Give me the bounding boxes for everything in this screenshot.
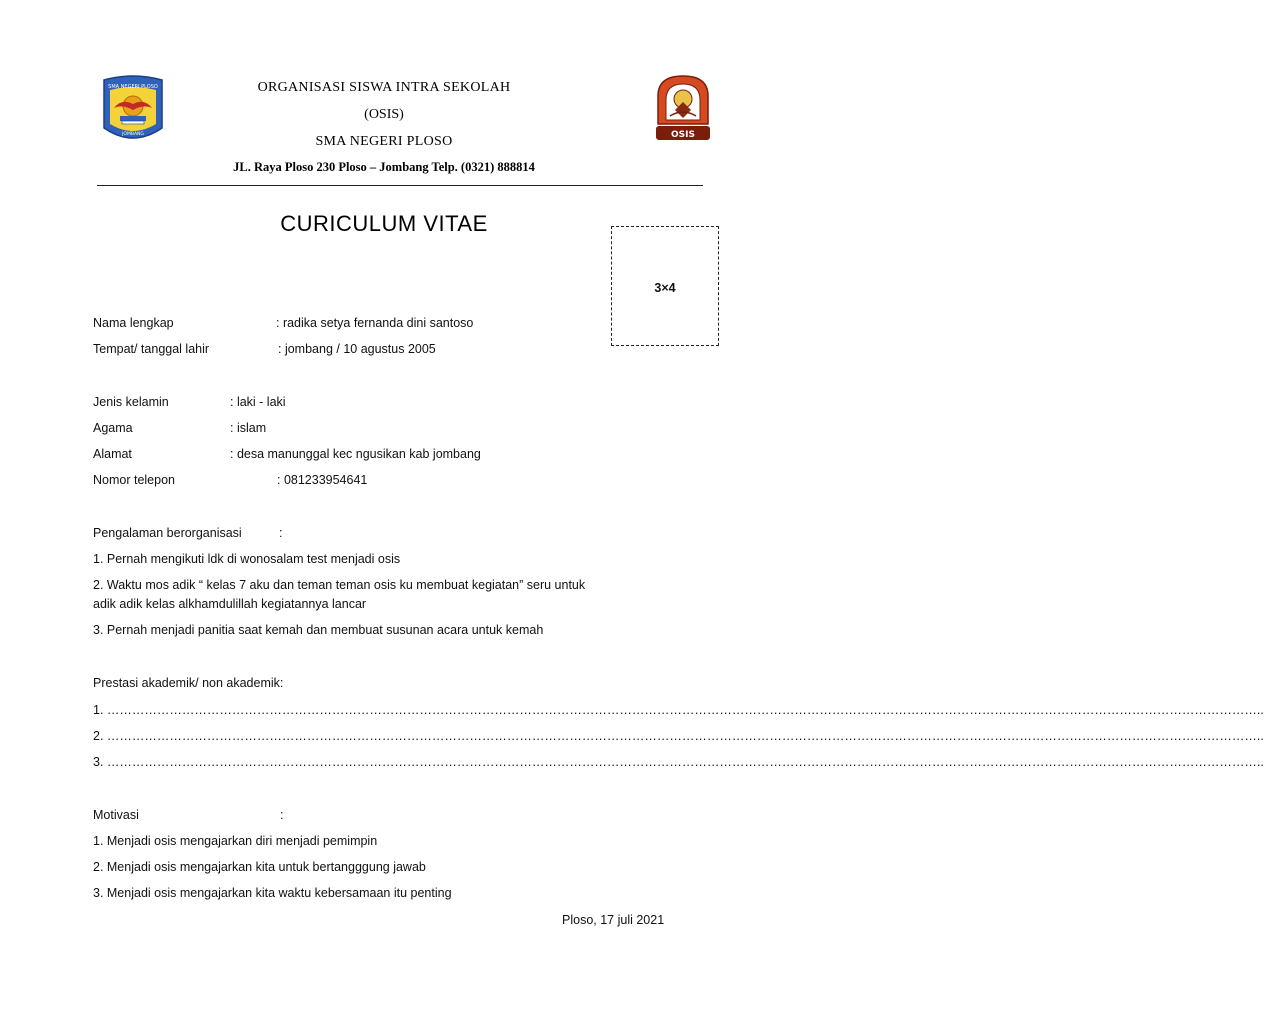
organization-name: ORGANISASI SISWA INTRA SEKOLAH [257,80,511,95]
achievement-item: 2. …………………………………………………………………………………………………………………………………………………………………………………………………………………………………………………….. [93,729,1264,743]
header-divider [97,185,703,186]
experience-item: 1. Pernah mengikuti ldk di wonosalam test menjadi osis [93,552,401,566]
logo-bottom-text: JOMBANG [122,132,144,137]
phone-label: Nomor telepon [93,473,175,487]
birth-label: Tempat/ tanggal lahir [93,342,210,356]
religion-label: Agama [93,421,133,435]
motivation-heading: Motivasi [93,808,139,822]
achievement-item: 1. …………………………………………………………………………………………………………………………………………………………………………………………………………………………………………………….. [93,703,1264,717]
motivation-item: 2. Menjadi osis mengajarkan kita untuk bertangggung jawab [93,860,426,874]
photo-placeholder [611,226,719,346]
logo-top-text: SMA NEGERI PLOSO [108,84,158,90]
document-title: CURICULUM VITAE [280,211,488,236]
osis-logo-text: OSIS [671,130,695,140]
religion-value: : islam [230,421,267,435]
motivation-colon: : [280,808,284,822]
name-label: Nama lengkap [93,316,174,330]
achievement-heading: Prestasi akademik/ non akademik: [93,676,284,690]
achievement-item: 3. …………………………………………………………………………………………………………………………………………………………………………………………………………………………………………………….. [93,755,1264,769]
gender-value: : laki - laki [230,395,286,409]
school-address: JL. Raya Ploso 230 Ploso – Jombang Telp. (0321) 888814 [233,160,535,174]
experience-item: 2. Waktu mos adik “ kelas 7 aku dan teman teman osis ku membuat kegiatan” seru untuk [93,578,586,592]
school-name: SMA NEGERI PLOSO [315,134,453,149]
gender-label: Jenis kelamin [93,395,169,409]
organization-abbreviation: (OSIS) [364,107,404,122]
name-value: : radika setya fernanda dini santoso [276,316,474,330]
photo-size-label: 3×4 [654,281,676,295]
motivation-item: 3. Menjadi osis mengajarkan kita waktu kebersamaan itu penting [93,886,452,900]
experience-item: 3. Pernah menjadi panitia saat kemah dan membuat susunan acara untuk kemah [93,623,544,637]
motivation-item: 1. Menjadi osis mengajarkan diri menjadi pemimpin [93,834,378,848]
experience-item-continuation: adik adik kelas alkhamdulillah kegiatannya lancar [93,597,367,611]
experience-colon: : [279,526,283,540]
address-label: Alamat [93,447,132,461]
address-value: : desa manunggal kec ngusikan kab jombang [230,447,481,461]
place-date: Ploso, 17 juli 2021 [562,913,665,927]
phone-value: : 081233954641 [277,473,368,487]
experience-heading: Pengalaman berorganisasi [93,526,242,540]
birth-value: : jombang / 10 agustus 2005 [278,342,436,356]
